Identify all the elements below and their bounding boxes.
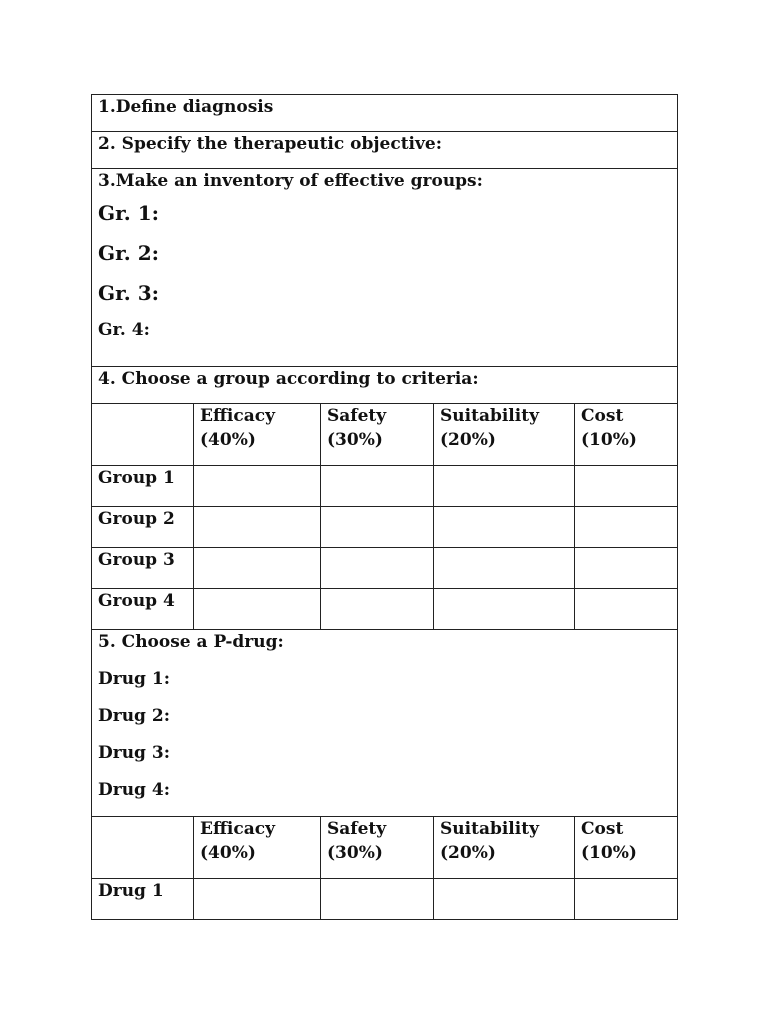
drug-header-safety-weight: (30%) [327, 843, 383, 863]
header-suitability-name: Suitability [440, 406, 539, 426]
drug-header-safety [321, 817, 434, 879]
group-4-efficacy-cell[interactable] [194, 589, 321, 630]
header-empty-cell [92, 404, 194, 466]
table-row [92, 548, 678, 589]
header-efficacy-name: Efficacy [200, 406, 275, 426]
group-2-cost-cell[interactable] [575, 507, 678, 548]
drug-4-label: Drug 4: [98, 780, 170, 800]
header-safety-weight: (30%) [327, 430, 383, 450]
therapeutic-objective-row [92, 132, 678, 169]
inventory-label: 3.Make an inventory of effective groups: [98, 171, 483, 191]
header-efficacy [194, 404, 321, 466]
header-cost-name: Cost [581, 406, 624, 426]
group-3-row-label: Group 3 [92, 548, 194, 589]
group-1-cost-cell[interactable] [575, 466, 678, 507]
group-3-label: Gr. 3: [98, 281, 160, 305]
drug-3-label: Drug 3: [98, 743, 170, 763]
drug-header-efficacy-weight: (40%) [200, 843, 256, 863]
therapeutic-objective-label: 2. Specify the therapeutic objective: [98, 134, 442, 154]
header-suitability-weight: (20%) [440, 430, 496, 450]
drug-header-suitability-name: Suitability [440, 819, 539, 839]
group-1-row-label: Group 1 [92, 466, 194, 507]
group-2-label: Gr. 2: [98, 241, 160, 265]
drug-header-suitability [434, 817, 575, 879]
drug-1-label: Drug 1: [98, 669, 170, 689]
header-cost [575, 404, 678, 466]
p-drug-label: 5. Choose a P-drug: [98, 632, 284, 652]
drug-criteria-header-row [92, 817, 678, 879]
criteria-row [92, 367, 678, 404]
define-diagnosis-row [92, 95, 678, 132]
drug-header-safety-name: Safety [327, 819, 387, 839]
p-drug-selection-form [91, 94, 678, 920]
group-1-safety-cell[interactable] [321, 466, 434, 507]
drug-header-cost-name: Cost [581, 819, 624, 839]
header-cost-weight: (10%) [581, 430, 637, 450]
therapeutic-objective-cell[interactable] [92, 132, 678, 169]
table-row [92, 589, 678, 630]
group-4-safety-cell[interactable] [321, 589, 434, 630]
group-4-cost-cell[interactable] [575, 589, 678, 630]
group-3-efficacy-cell[interactable] [194, 548, 321, 589]
table-row [92, 466, 678, 507]
header-safety [321, 404, 434, 466]
group-4-suitability-cell[interactable] [434, 589, 575, 630]
define-diagnosis-label: 1.Define diagnosis [98, 97, 274, 117]
group-1-suitability-cell[interactable] [434, 466, 575, 507]
group-2-efficacy-cell[interactable] [194, 507, 321, 548]
criteria-label: 4. Choose a group according to criteria: [98, 369, 479, 389]
drug-1-safety-cell[interactable] [321, 879, 434, 920]
define-diagnosis-cell[interactable] [92, 95, 678, 132]
header-efficacy-weight: (40%) [200, 430, 256, 450]
p-drug-cell[interactable] [92, 630, 678, 817]
header-suitability [434, 404, 575, 466]
drug-1-cost-cell[interactable] [575, 879, 678, 920]
drug-header-empty-cell [92, 817, 194, 879]
criteria-cell [92, 367, 678, 404]
table-row [92, 507, 678, 548]
group-2-row-label: Group 2 [92, 507, 194, 548]
drug-header-efficacy-name: Efficacy [200, 819, 275, 839]
drug-1-suitability-cell[interactable] [434, 879, 575, 920]
group-4-label: Gr. 4: [98, 320, 150, 340]
group-3-cost-cell[interactable] [575, 548, 678, 589]
group-1-label: Gr. 1: [98, 201, 160, 225]
drug-header-efficacy [194, 817, 321, 879]
p-drug-row [92, 630, 678, 817]
drug-header-cost-weight: (10%) [581, 843, 637, 863]
group-3-safety-cell[interactable] [321, 548, 434, 589]
header-safety-name: Safety [327, 406, 387, 426]
group-2-suitability-cell[interactable] [434, 507, 575, 548]
drug-header-suitability-weight: (20%) [440, 843, 496, 863]
inventory-row [92, 169, 678, 367]
group-1-efficacy-cell[interactable] [194, 466, 321, 507]
group-criteria-header-row [92, 404, 678, 466]
group-2-safety-cell[interactable] [321, 507, 434, 548]
group-4-row-label: Group 4 [92, 589, 194, 630]
drug-2-label: Drug 2: [98, 706, 170, 726]
drug-1-row-label: Drug 1 [92, 879, 194, 920]
table-row [92, 879, 678, 920]
inventory-cell[interactable] [92, 169, 678, 367]
group-3-suitability-cell[interactable] [434, 548, 575, 589]
drug-1-efficacy-cell[interactable] [194, 879, 321, 920]
drug-header-cost [575, 817, 678, 879]
